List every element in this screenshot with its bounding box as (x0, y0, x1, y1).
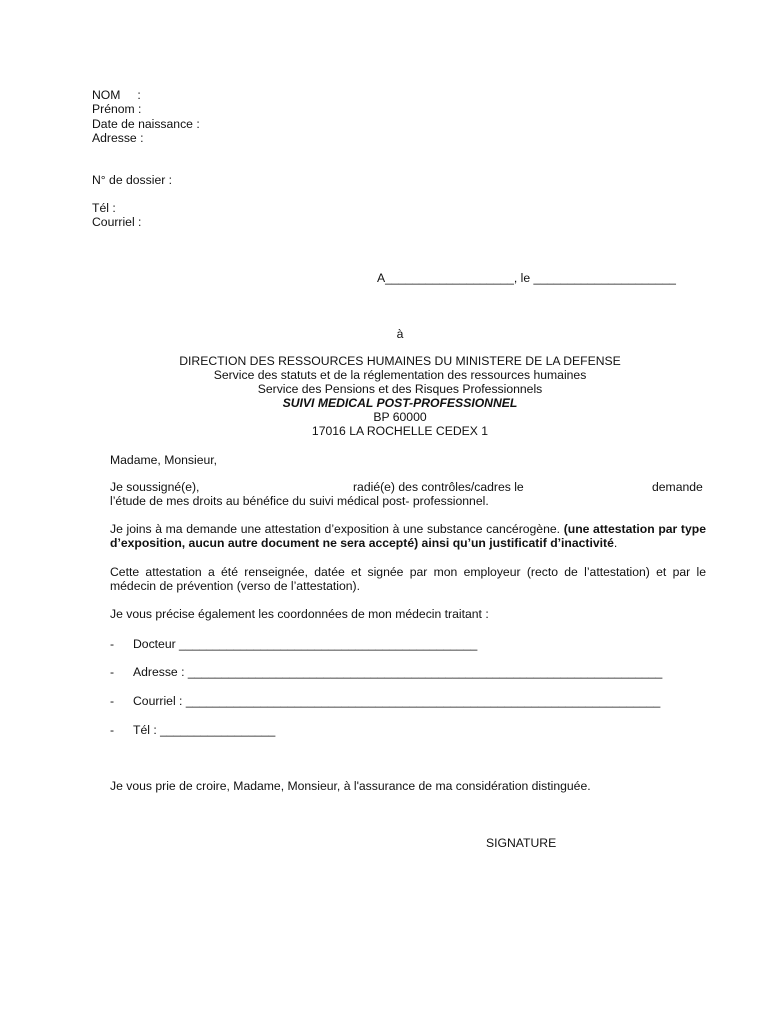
p1-part-a: Je soussigné(e), (110, 480, 200, 494)
birthdate-label: Date de naissance : (92, 117, 200, 131)
p1-line-2: l’étude de mes droits au bénéfice du suivi médical post- professionnel. (110, 494, 489, 508)
doctor-phone-dash: - (110, 723, 115, 737)
doctor-address-dash: - (110, 665, 115, 679)
recipient-line-6: 17016 LA ROCHELLE CEDEX 1 (311, 424, 489, 438)
phone-label: Tél : (92, 201, 116, 215)
p2-end: . (613, 536, 618, 550)
doctor-email-dash: - (110, 694, 115, 708)
attachment-paragraph (110, 522, 706, 550)
doctor-dash: - (110, 637, 115, 651)
recipient-line-1: DIRECTION DES RESSOURCES HUMAINES DU MINISTERE DE LA DEFENSE (179, 354, 621, 368)
place-date-line: A___________________, le _____________________ (377, 271, 676, 285)
recipient-to (0, 327, 770, 341)
recipient-to-text: à (396, 327, 404, 341)
salutation: Madame, Monsieur, (110, 453, 218, 467)
doctor-phone-field: Tél : _________________ (133, 723, 276, 737)
recipient-line-3: Service des Pensions et des Risques Professionnels (257, 382, 543, 396)
address-label: Adresse : (92, 131, 144, 145)
doctor-address-field: Adresse : ______________________________________________________________________ (133, 665, 663, 679)
doctor-email-field: Courriel : ______________________________________________________________________ (133, 694, 661, 708)
p2-normal: Je joins à ma demande une attestation d’exposition à une substance cancérogène. (110, 522, 564, 536)
certification-paragraph: Cette attestation a été renseignée, datée et signée par mon employeur (recto de l’attestation) et par le médecin de prévention (verso de l’attestation). (110, 565, 706, 593)
p2-bold: (une attestation par type d’exposition, aucun autre document ne sera accepté) ainsi qu’un justificatif d’inactivité (110, 522, 706, 550)
recipient-line-5: BP 60000 (373, 410, 427, 424)
nom-label: NOM : (92, 88, 141, 102)
p1-part-b: radié(e) des contrôles/cadres le (353, 480, 524, 494)
signature-label: SIGNATURE (486, 836, 557, 850)
doctor-intro: Je vous précise également les coordonnées de mon médecin traitant : (110, 607, 489, 621)
recipient-address (0, 354, 770, 438)
recipient-line-2: Service des statuts et de la réglementation des ressources humaines (213, 368, 587, 382)
closing-formula: Je vous prie de croire, Madame, Monsieur, à l'assurance de ma considération distinguée. (110, 779, 591, 793)
email-label: Courriel : (92, 215, 142, 229)
p1-part-c: demande (652, 480, 703, 494)
prenom-label: Prénom : (92, 102, 142, 116)
recipient-line-4: SUIVI MEDICAL POST-PROFESSIONNEL (282, 396, 518, 410)
file-number-label: N° de dossier : (92, 173, 173, 187)
doctor-name-field: Docteur ____________________________________________ (133, 637, 478, 651)
